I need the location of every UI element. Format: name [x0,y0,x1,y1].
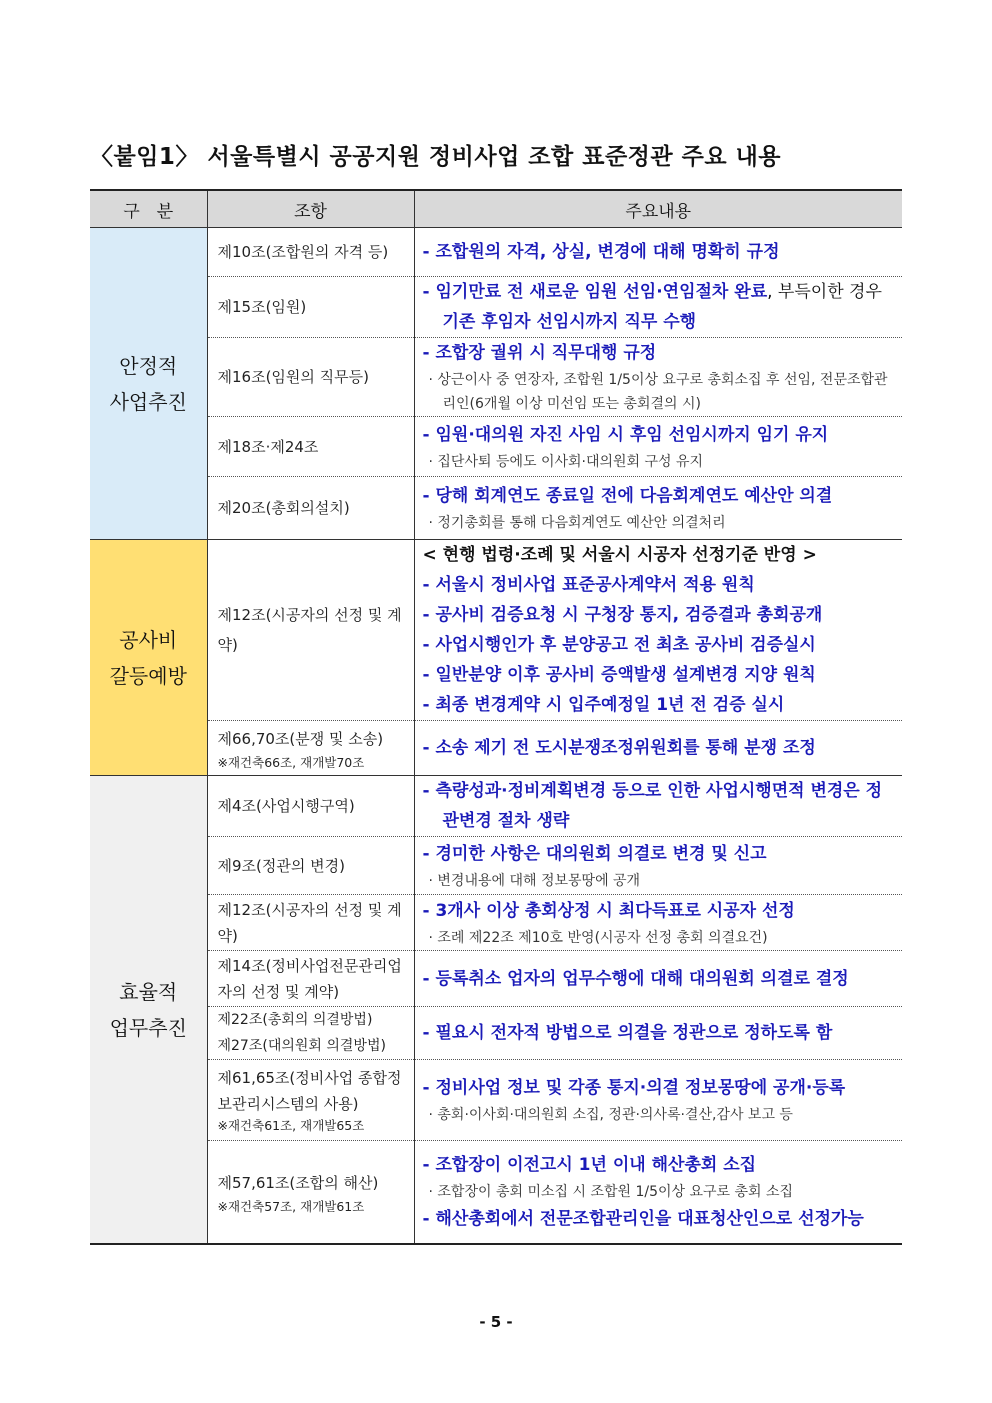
table-row [90,895,902,951]
content-subitem: · 정기총회를 통해 다음회계연도 예산안 의결처리 [428,515,726,531]
article-cell: 제14조(정비사업전문관리업자의 선정 및 계약) [207,951,414,1007]
content-item: - 임기만료 전 새로운 임원 선임·연임절차 완료, 부득이한 경우 기존 후임자 선임시까지 직무 수행 [422,282,882,332]
article-cell: 제15조(임원) [207,277,414,338]
content-subitem: · 상근이사 중 연장자, 조합원 1/5이상 요구로 총회소집 후 선임, 전문조합관리인(6개월 이상 미선임 또는 총회결의 시) [428,372,888,412]
header-category: 구 분 [90,190,207,228]
summary-table [90,189,902,1245]
table-row [90,721,902,776]
content-subitem: · 총회·이사회·대의원회 소집, 정관·의사록·결산,감사 보고 등 [428,1107,793,1123]
content-cell [414,417,902,477]
article-cell: 제22조(총회의 의결방법) 제27조(대의원회 의결방법) [207,1007,414,1060]
article-cell: 제20조(총회의설치) [207,477,414,540]
category-cell-cost [90,540,207,776]
content-item: - 임원·대의원 자진 사임 시 후임 선임시까지 임기 유지 [422,424,829,445]
article-cell: 제12조(시공자의 선정 및 계약) [207,895,414,951]
content-cell [414,837,902,895]
header-content: 주요내용 [414,190,902,228]
content-subitem: · 조례 제22조 제10호 반영(시공자 선정 총회 의결요건) [428,929,768,946]
content-item: - 해산총회에서 전문조합관리인을 대표청산인으로 선정가능 [422,1209,864,1229]
content-cell [414,228,902,277]
content-cell [414,895,902,951]
content-cell [414,776,902,837]
category-label: 공사비 [119,627,178,652]
content-item: - 필요시 전자적 방법으로 의결을 정관으로 정하도록 함 [422,1023,833,1043]
content-item: - 공사비 검증요청 시 구청장 통지, 검증결과 총회공개 [422,605,823,625]
table-row [90,277,902,338]
article-note: ※재건축61조, 재개발65조 [217,1118,365,1133]
table-row [90,776,902,837]
table-row [90,1060,902,1141]
article-cell: 제18조·제24조 [207,417,414,477]
category-label: 갈등예방 [109,663,187,688]
category-label: 사업추진 [109,389,187,414]
article-cell: 제10조(조합원의 자격 등) [207,228,414,277]
table-row [90,417,902,477]
content-item: - 측량성과·정비계획변경 등으로 인한 사업시행면적 변경은 정관변경 절차 생략 [422,781,883,831]
category-label: 안정적 [119,353,178,378]
content-subitem: · 변경내용에 대해 정보몽땅에 공개 [428,872,641,889]
category-label: 업무추진 [109,1015,187,1040]
article-cell: 제16조(임원의 직무등) [207,338,414,417]
content-heading: < 현행 법령·조례 및 서울시 시공자 선정기준 반영 > [422,545,817,565]
content-item: - 사업시행인가 후 분양공고 전 최초 공사비 검증실시 [422,635,816,655]
content-subitem: · 집단사퇴 등에도 이사회·대의원회 구성 유지 [428,453,704,470]
content-cell [414,338,902,417]
content-item: - 3개사 이상 총회상정 시 최다득표로 시공자 선정 [422,900,795,921]
content-item: - 경미한 사항은 대의원회 의결로 변경 및 신고 [422,843,767,864]
article-cell: 제12조(시공자의 선정 및 계약) [207,540,414,721]
content-item: - 일반분양 이후 공사비 증액발생 설계변경 지양 원칙 [422,665,816,685]
content-item: - 정비사업 정보 및 각종 통지·의결 정보몽땅에 공개·등록 [422,1078,846,1098]
content-cell [414,1060,902,1141]
content-cell [414,277,902,338]
table-row [90,837,902,895]
table-row [90,1007,902,1060]
category-label: 효율적 [119,979,178,1004]
article-cell: 제9조(정관의 변경) [207,837,414,895]
table-row [90,338,902,417]
header-article: 조항 [207,190,414,228]
content-item: - 조합장 궐위 시 직무대행 규정 [422,343,657,363]
table-row [90,228,902,277]
content-subitem: · 조합장이 총회 미소집 시 조합원 1/5이상 요구로 총회 소집 [428,1184,794,1200]
article-note: ※재건축66조, 재개발70조 [217,755,365,770]
content-cell [414,477,902,540]
table-row [90,540,902,721]
category-cell-efficient [90,776,207,1245]
content-cell [414,1007,902,1060]
page-number: - 5 - [479,1313,513,1331]
content-item: - 조합장이 이전고시 1년 이내 해산총회 소집 [422,1155,757,1175]
content-item: - 등록취소 업자의 업무수행에 대해 대의원회 의결로 결정 [422,968,849,989]
article-cell: 제66,70조(분쟁 및 소송) ※재건축66조, 재개발70조 [207,721,414,776]
content-cell [414,540,902,721]
content-item: - 서울시 정비사업 표준공사계약서 적용 원칙 [422,575,755,595]
content-item: - 소송 제기 전 도시분쟁조정위원회를 통해 분쟁 조정 [422,738,816,758]
article-note: ※재건축57조, 재개발61조 [217,1199,365,1214]
content-cell [414,1141,902,1245]
content-cell [414,951,902,1007]
article-cell: 제4조(사업시행구역) [207,776,414,837]
content-item: - 조합원의 자격, 상실, 변경에 대해 명확히 규정 [422,242,780,262]
table-row [90,951,902,1007]
table-row [90,477,902,540]
content-item: - 당해 회계연도 종료일 전에 다음회계연도 예산안 의결 [422,486,833,506]
document-title: 〈붙임1〉 서울특별시 공공지원 정비사업 조합 표준정관 주요 내용 [90,144,782,170]
category-cell-stable [90,228,207,540]
content-cell [414,721,902,776]
table-header-row [90,190,902,228]
table-row [90,1141,902,1245]
article-cell: 제57,61조(조합의 해산) ※재건축57조, 재개발61조 [207,1141,414,1245]
article-cell: 제61,65조(정비사업 종합정보관리시스템의 사용) ※재건축61조, 재개발65조 [207,1060,414,1141]
content-item: - 최종 변경계약 시 입주예정일 1년 전 검증 실시 [422,695,785,715]
